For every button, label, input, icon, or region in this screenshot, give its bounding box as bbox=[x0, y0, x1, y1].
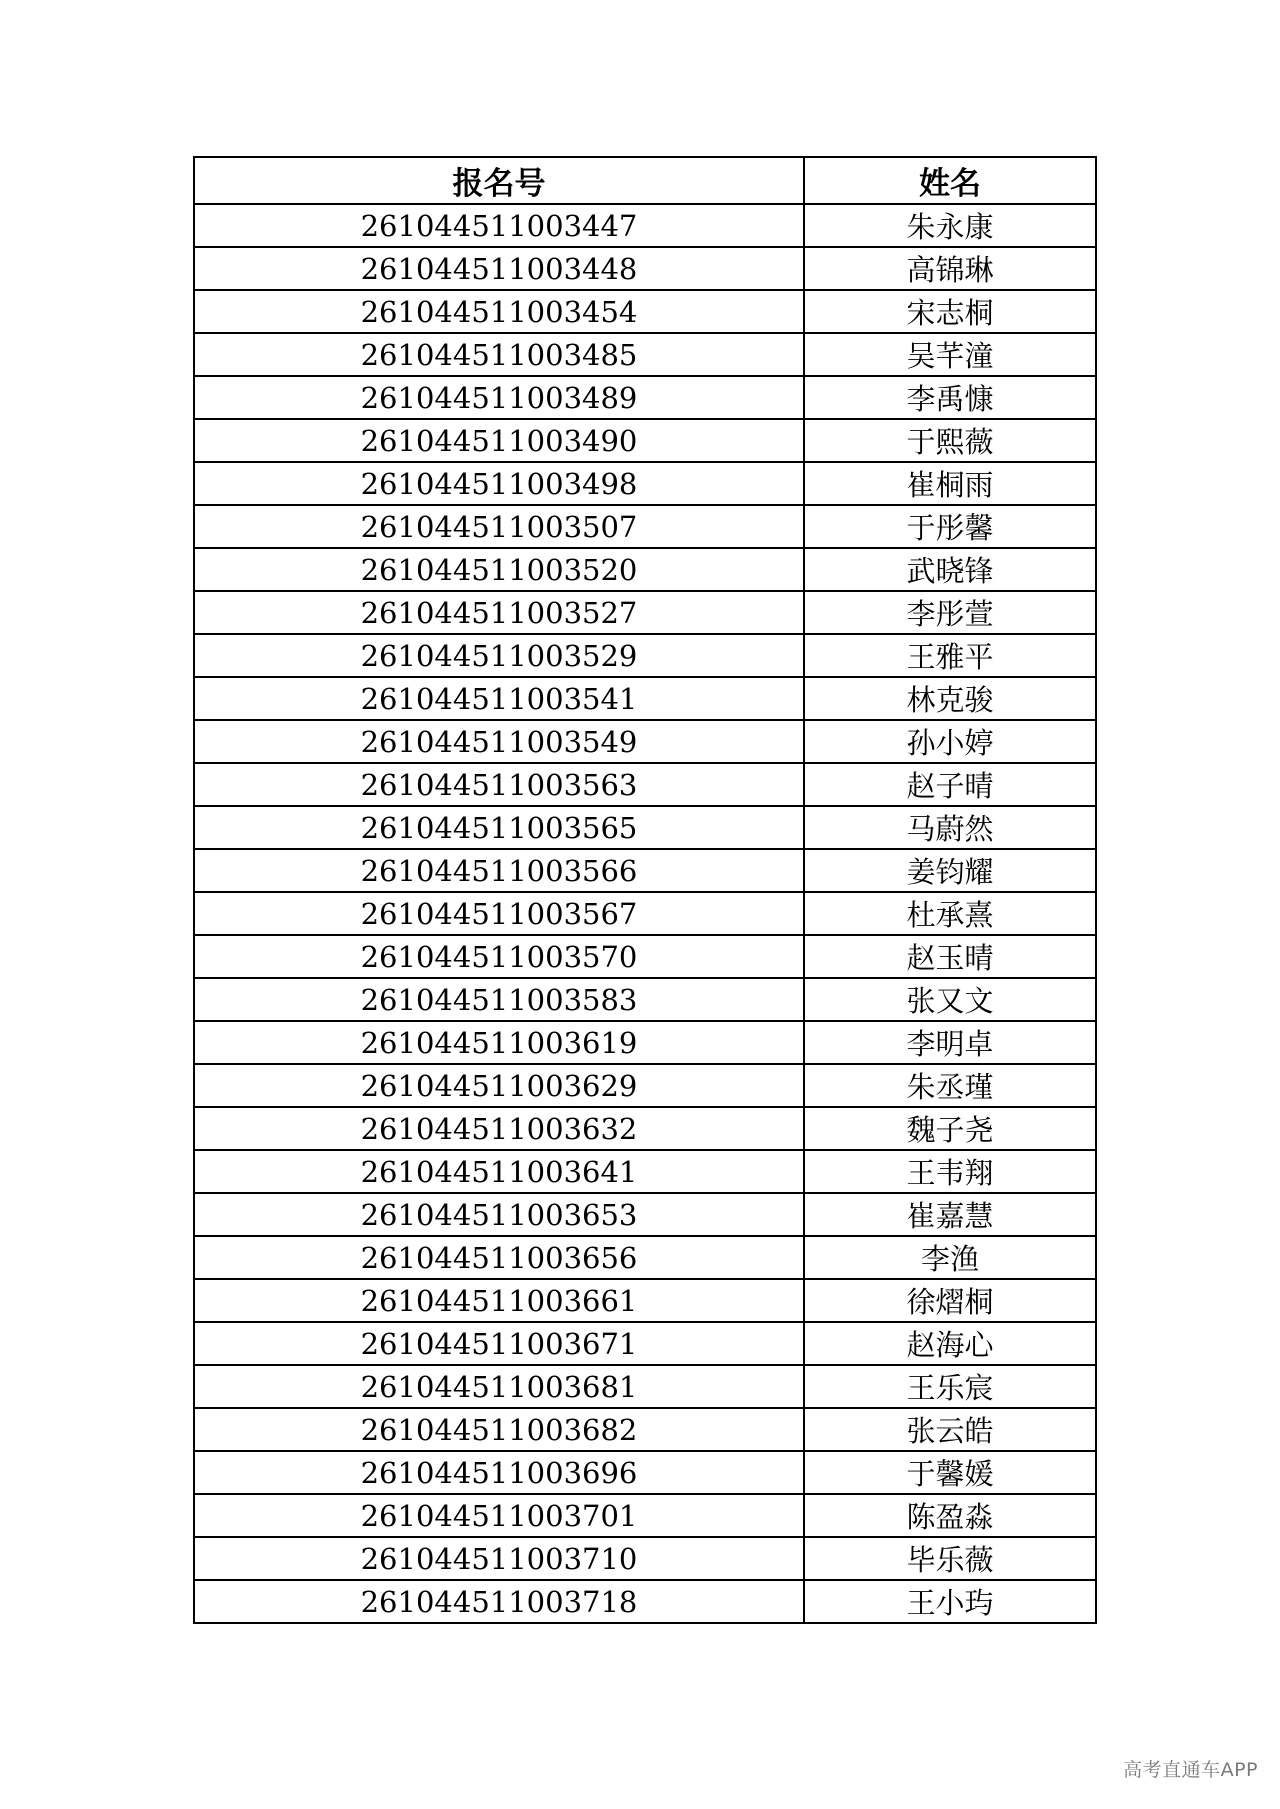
name-cell: 王小玙 bbox=[804, 1580, 1096, 1623]
name-cell: 毕乐薇 bbox=[804, 1537, 1096, 1580]
registration-number-cell: 261044511003527 bbox=[194, 591, 804, 634]
table-row bbox=[194, 763, 1096, 806]
table-row bbox=[194, 1193, 1096, 1236]
table-row bbox=[194, 419, 1096, 462]
name-cell: 吴芊潼 bbox=[804, 333, 1096, 376]
table-row bbox=[194, 591, 1096, 634]
name-cell: 宋志桐 bbox=[804, 290, 1096, 333]
name-cell: 崔嘉慧 bbox=[804, 1193, 1096, 1236]
table-row bbox=[194, 892, 1096, 935]
table-row bbox=[194, 1580, 1096, 1623]
registration-number-cell: 261044511003447 bbox=[194, 204, 804, 247]
table-row bbox=[194, 849, 1096, 892]
name-cell: 李禹慷 bbox=[804, 376, 1096, 419]
table-row bbox=[194, 204, 1096, 247]
registration-number-cell: 261044511003682 bbox=[194, 1408, 804, 1451]
registration-number-cell: 261044511003549 bbox=[194, 720, 804, 763]
name-cell: 赵海心 bbox=[804, 1322, 1096, 1365]
name-cell: 王乐宸 bbox=[804, 1365, 1096, 1408]
registration-number-cell: 261044511003520 bbox=[194, 548, 804, 591]
registration-number-cell: 261044511003566 bbox=[194, 849, 804, 892]
name-cell: 孙小婷 bbox=[804, 720, 1096, 763]
table-row bbox=[194, 1064, 1096, 1107]
table-row bbox=[194, 1236, 1096, 1279]
name-cell: 崔桐雨 bbox=[804, 462, 1096, 505]
registration-number-cell: 261044511003696 bbox=[194, 1451, 804, 1494]
registration-number-cell: 261044511003701 bbox=[194, 1494, 804, 1537]
name-cell: 张又文 bbox=[804, 978, 1096, 1021]
registration-number-cell: 261044511003661 bbox=[194, 1279, 804, 1322]
header-name: 姓名 bbox=[804, 157, 1096, 204]
registration-number-cell: 261044511003454 bbox=[194, 290, 804, 333]
registration-number-cell: 261044511003563 bbox=[194, 763, 804, 806]
name-cell: 于彤馨 bbox=[804, 505, 1096, 548]
name-cell: 徐熠桐 bbox=[804, 1279, 1096, 1322]
table-row bbox=[194, 978, 1096, 1021]
table-row bbox=[194, 935, 1096, 978]
name-cell: 王韦翔 bbox=[804, 1150, 1096, 1193]
registration-number-cell: 261044511003656 bbox=[194, 1236, 804, 1279]
table-row bbox=[194, 247, 1096, 290]
registration-number-cell: 261044511003619 bbox=[194, 1021, 804, 1064]
table-row bbox=[194, 1451, 1096, 1494]
registration-number-cell: 261044511003498 bbox=[194, 462, 804, 505]
registration-number-cell: 261044511003489 bbox=[194, 376, 804, 419]
name-cell: 赵玉晴 bbox=[804, 935, 1096, 978]
name-cell: 武晓锋 bbox=[804, 548, 1096, 591]
registration-number-cell: 261044511003671 bbox=[194, 1322, 804, 1365]
registration-number-cell: 261044511003541 bbox=[194, 677, 804, 720]
table-row bbox=[194, 333, 1096, 376]
header-registration-number: 报名号 bbox=[194, 157, 804, 204]
table-row bbox=[194, 806, 1096, 849]
watermark-text: 高考直通车APP bbox=[1123, 1759, 1258, 1781]
registration-number-cell: 261044511003629 bbox=[194, 1064, 804, 1107]
registration-number-cell: 261044511003529 bbox=[194, 634, 804, 677]
name-cell: 李明卓 bbox=[804, 1021, 1096, 1064]
registration-number-cell: 261044511003565 bbox=[194, 806, 804, 849]
name-cell: 赵子晴 bbox=[804, 763, 1096, 806]
table-row bbox=[194, 1279, 1096, 1322]
registration-number-cell: 261044511003641 bbox=[194, 1150, 804, 1193]
name-cell: 于馨媛 bbox=[804, 1451, 1096, 1494]
name-cell: 朱丞瑾 bbox=[804, 1064, 1096, 1107]
table-row bbox=[194, 1365, 1096, 1408]
registration-number-cell: 261044511003710 bbox=[194, 1537, 804, 1580]
registration-number-cell: 261044511003448 bbox=[194, 247, 804, 290]
registration-number-cell: 261044511003583 bbox=[194, 978, 804, 1021]
registration-number-cell: 261044511003632 bbox=[194, 1107, 804, 1150]
name-cell: 杜承熹 bbox=[804, 892, 1096, 935]
name-cell: 李渔 bbox=[804, 1236, 1096, 1279]
table-row bbox=[194, 677, 1096, 720]
registration-number-cell: 261044511003653 bbox=[194, 1193, 804, 1236]
name-cell: 林克骏 bbox=[804, 677, 1096, 720]
name-cell: 于熙薇 bbox=[804, 419, 1096, 462]
registration-number-cell: 261044511003570 bbox=[194, 935, 804, 978]
name-cell: 朱永康 bbox=[804, 204, 1096, 247]
name-cell: 李彤萱 bbox=[804, 591, 1096, 634]
table-row bbox=[194, 1150, 1096, 1193]
table-row bbox=[194, 548, 1096, 591]
table-body bbox=[194, 204, 1096, 1623]
table-row bbox=[194, 376, 1096, 419]
registration-number-cell: 261044511003490 bbox=[194, 419, 804, 462]
registration-number-cell: 261044511003485 bbox=[194, 333, 804, 376]
table-row bbox=[194, 720, 1096, 763]
registration-number-cell: 261044511003718 bbox=[194, 1580, 804, 1623]
table-row bbox=[194, 1537, 1096, 1580]
roster-table bbox=[193, 156, 1097, 1624]
registration-number-cell: 261044511003567 bbox=[194, 892, 804, 935]
table-row bbox=[194, 1021, 1096, 1064]
name-cell: 马蔚然 bbox=[804, 806, 1096, 849]
registration-number-cell: 261044511003507 bbox=[194, 505, 804, 548]
table-header-row bbox=[194, 157, 1096, 204]
name-cell: 王雅平 bbox=[804, 634, 1096, 677]
name-cell: 高锦琳 bbox=[804, 247, 1096, 290]
table-row bbox=[194, 634, 1096, 677]
table-row bbox=[194, 1107, 1096, 1150]
registration-number-cell: 261044511003681 bbox=[194, 1365, 804, 1408]
name-cell: 陈盈淼 bbox=[804, 1494, 1096, 1537]
name-cell: 魏子尧 bbox=[804, 1107, 1096, 1150]
roster-table-container bbox=[193, 156, 1095, 1624]
table-row bbox=[194, 1494, 1096, 1537]
table-row bbox=[194, 462, 1096, 505]
table-row bbox=[194, 505, 1096, 548]
table-row bbox=[194, 1322, 1096, 1365]
table-row bbox=[194, 290, 1096, 333]
name-cell: 姜钧耀 bbox=[804, 849, 1096, 892]
name-cell: 张云皓 bbox=[804, 1408, 1096, 1451]
table-row bbox=[194, 1408, 1096, 1451]
